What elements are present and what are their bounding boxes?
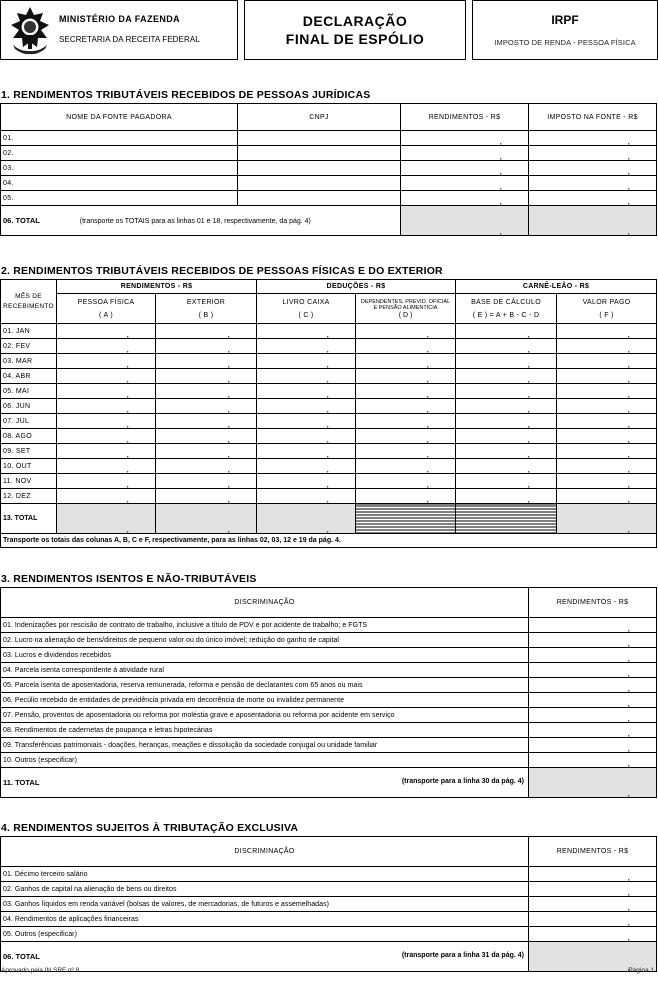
exempt-income-item: 02. Lucro na alienação de bens/direitos de pequeno valor ou do único imóvel; redução do ganho de capital bbox=[1, 633, 529, 648]
tax-field[interactable] bbox=[529, 146, 657, 161]
col-d-label-2: E PENSÃO ALIMENTÍCIA bbox=[373, 304, 438, 311]
col-d-field[interactable] bbox=[356, 444, 456, 459]
col-cnpj-header: CNPJ bbox=[238, 104, 401, 131]
cnpj-field[interactable] bbox=[238, 131, 401, 146]
col-d-field[interactable] bbox=[356, 384, 456, 399]
row-label[interactable]: 01. bbox=[1, 131, 238, 146]
col-e-field[interactable] bbox=[456, 339, 557, 354]
col-e-code: ( E ) = A + B - C - D bbox=[472, 311, 540, 319]
cnpj-field[interactable] bbox=[238, 176, 401, 191]
section3-table bbox=[0, 587, 657, 798]
col-e-total-hatched bbox=[456, 504, 557, 534]
col-e-field[interactable] bbox=[456, 384, 557, 399]
cnpj-field[interactable] bbox=[238, 161, 401, 176]
income-field[interactable] bbox=[529, 723, 657, 738]
income-field[interactable] bbox=[529, 648, 657, 663]
income-field[interactable] bbox=[401, 131, 529, 146]
col-d-field[interactable] bbox=[356, 339, 456, 354]
col-a-field[interactable] bbox=[57, 489, 156, 504]
section1-total-note: (transporte os TOTAIS para as linhas 01 e 18, respectivamente, da pág. 4) bbox=[79, 218, 311, 225]
col-c-field[interactable] bbox=[257, 339, 356, 354]
col-a-field[interactable] bbox=[57, 324, 156, 339]
income-field[interactable] bbox=[401, 161, 529, 176]
col-f-field[interactable] bbox=[557, 339, 657, 354]
section2-transport-note: Transporte os totais das colunas A, B, C e F, respectivamente, para as linhas 02, 03, 12 e 19 da pág. 4. bbox=[1, 534, 657, 548]
tax-field[interactable] bbox=[529, 176, 657, 191]
income-field[interactable] bbox=[529, 633, 657, 648]
exempt-income-item: 05. Parcela isenta de aposentadoria, reserva remunerada, reforma e pensão de declarantes com 65 anos ou mais bbox=[1, 678, 529, 693]
section1-table bbox=[0, 103, 657, 236]
income-group-header: RENDIMENTOS - R$ bbox=[57, 280, 257, 294]
month-label: 01. JAN bbox=[1, 324, 57, 339]
section3-total-cell bbox=[1, 768, 529, 798]
income-field[interactable] bbox=[529, 678, 657, 693]
col-c-field[interactable] bbox=[257, 474, 356, 489]
col-f-total-field[interactable] bbox=[557, 504, 657, 534]
col-e-label: BASE DE CÁLCULO bbox=[471, 298, 541, 306]
col-c-field[interactable] bbox=[257, 399, 356, 414]
month-label: 07. JUL bbox=[1, 414, 57, 429]
section1-title: 1. RENDIMENTOS TRIBUTÁVEIS RECEBIDOS DE PESSOAS JURÍDICAS bbox=[1, 89, 371, 101]
col-d-header bbox=[356, 294, 456, 324]
col-b-field[interactable] bbox=[156, 339, 257, 354]
irpf-box bbox=[472, 0, 658, 60]
col-income-header: RENDIMENTOS - R$ bbox=[529, 837, 657, 867]
exempt-income-item: 06. Pecúlio recebido de entidades de previdência privada em decorrência de morte ou invalidez permanente bbox=[1, 693, 529, 708]
col-b-field[interactable] bbox=[156, 414, 257, 429]
col-b-field[interactable] bbox=[156, 399, 257, 414]
col-e-field[interactable] bbox=[456, 459, 557, 474]
col-d-field[interactable] bbox=[356, 354, 456, 369]
col-a-field[interactable] bbox=[57, 414, 156, 429]
month-label: 10. OUT bbox=[1, 459, 57, 474]
col-e-field[interactable] bbox=[456, 489, 557, 504]
exclusive-income-item[interactable]: 05. Outros (especificar) bbox=[1, 927, 529, 942]
cnpj-field[interactable] bbox=[238, 191, 401, 206]
col-e-header bbox=[456, 294, 557, 324]
col-a-field[interactable] bbox=[57, 339, 156, 354]
col-e-field[interactable] bbox=[456, 444, 557, 459]
col-a-field[interactable] bbox=[57, 459, 156, 474]
month-label: 03. MAR bbox=[1, 354, 57, 369]
income-field[interactable] bbox=[529, 912, 657, 927]
col-f-field[interactable] bbox=[557, 429, 657, 444]
month-label: 06. JUN bbox=[1, 399, 57, 414]
col-d-field[interactable] bbox=[356, 429, 456, 444]
income-field[interactable] bbox=[529, 927, 657, 942]
col-c-header bbox=[257, 294, 356, 324]
exempt-income-item: 03. Lucros e dividendos recebidos bbox=[1, 648, 529, 663]
section4-table bbox=[0, 836, 657, 972]
col-c-field[interactable] bbox=[257, 444, 356, 459]
col-d-field[interactable] bbox=[356, 489, 456, 504]
month-label: 09. SET bbox=[1, 444, 57, 459]
col-f-code: ( F ) bbox=[599, 311, 614, 319]
col-e-field[interactable] bbox=[456, 429, 557, 444]
col-d-total-hatched bbox=[356, 504, 456, 534]
income-field[interactable] bbox=[529, 867, 657, 882]
col-c-code: ( C ) bbox=[298, 311, 314, 319]
col-d-field[interactable] bbox=[356, 369, 456, 384]
exclusive-income-item: 02. Ganhos de capital na alienação de bens ou direitos bbox=[1, 882, 529, 897]
income-field[interactable] bbox=[401, 176, 529, 191]
income-field[interactable] bbox=[529, 708, 657, 723]
section3-total-note: (transporte para a linha 30 da pág. 4) bbox=[401, 778, 524, 785]
col-d-field[interactable] bbox=[356, 474, 456, 489]
col-b-field[interactable] bbox=[156, 429, 257, 444]
col-f-field[interactable] bbox=[557, 444, 657, 459]
col-a-header bbox=[57, 294, 156, 324]
col-b-field[interactable] bbox=[156, 474, 257, 489]
col-c-field[interactable] bbox=[257, 369, 356, 384]
col-e-field[interactable] bbox=[456, 369, 557, 384]
exempt-income-item: 04. Parcela isenta correspondente à atividade rural bbox=[1, 663, 529, 678]
col-a-label: PESSOA FÍSICA bbox=[77, 298, 135, 306]
tax-field[interactable] bbox=[529, 131, 657, 146]
col-c-field[interactable] bbox=[257, 459, 356, 474]
col-month-header: MÊS DE RECEBIMENTO bbox=[1, 280, 57, 324]
row-label[interactable]: 03. bbox=[1, 161, 238, 176]
form-title-line1: DECLARAÇÃO bbox=[302, 13, 408, 29]
section2-title: 2. RENDIMENTOS TRIBUTÁVEIS RECEBIDOS DE PESSOAS FÍSICAS E DO EXTERIOR bbox=[1, 265, 443, 277]
income-field[interactable] bbox=[529, 753, 657, 768]
col-b-field[interactable] bbox=[156, 459, 257, 474]
col-e-field[interactable] bbox=[456, 399, 557, 414]
col-a-field[interactable] bbox=[57, 399, 156, 414]
col-a-field[interactable] bbox=[57, 474, 156, 489]
section4-total-cell bbox=[1, 942, 529, 972]
col-source-header: NOME DA FONTE PAGADORA bbox=[1, 104, 238, 131]
exclusive-income-item: 03. Ganhos líquidos em renda variável (bolsas de valores, de mercadorias, de futuros e assemelhadas) bbox=[1, 897, 529, 912]
col-e-field[interactable] bbox=[456, 324, 557, 339]
col-c-field[interactable] bbox=[257, 429, 356, 444]
section3-title: 3. RENDIMENTOS ISENTOS E NÃO-TRIBUTÁVEIS bbox=[1, 573, 257, 585]
col-c-field[interactable] bbox=[257, 384, 356, 399]
income-total-field[interactable] bbox=[401, 206, 529, 236]
form-code: IRPF bbox=[551, 13, 579, 27]
title-box bbox=[244, 0, 466, 60]
exempt-income-item[interactable]: 10. Outros (especificar) bbox=[1, 753, 529, 768]
col-b-field[interactable] bbox=[156, 444, 257, 459]
col-a-field[interactable] bbox=[57, 444, 156, 459]
deductions-group-header: DEDUÇÕES - R$ bbox=[257, 280, 456, 294]
col-b-field[interactable] bbox=[156, 354, 257, 369]
coat-of-arms-icon bbox=[7, 5, 53, 55]
col-c-field[interactable] bbox=[257, 414, 356, 429]
col-c-field[interactable] bbox=[257, 324, 356, 339]
col-f-field[interactable] bbox=[557, 459, 657, 474]
col-f-field[interactable] bbox=[557, 369, 657, 384]
tax-total-field[interactable] bbox=[529, 206, 657, 236]
col-d-label-1: DEPENDENTES, PREVID. OFICIAL bbox=[360, 298, 451, 305]
col-f-field[interactable] bbox=[557, 489, 657, 504]
col-a-field[interactable] bbox=[57, 429, 156, 444]
ministry-name: MINISTÉRIO DA FAZENDA bbox=[59, 14, 181, 24]
exempt-income-item: 08. Rendimentos de cadernetas de poupança e letras hipotecárias bbox=[1, 723, 529, 738]
month-label: 02. FEV bbox=[1, 339, 57, 354]
income-field[interactable] bbox=[529, 663, 657, 678]
col-f-field[interactable] bbox=[557, 324, 657, 339]
form-subtitle: IMPOSTO DE RENDA - PESSOA FÍSICA bbox=[494, 38, 636, 47]
secretariat-name: SECRETARIA DA RECEITA FEDERAL bbox=[59, 35, 200, 44]
col-a-field[interactable] bbox=[57, 384, 156, 399]
col-f-field[interactable] bbox=[557, 474, 657, 489]
tax-field[interactable] bbox=[529, 191, 657, 206]
income-field[interactable] bbox=[401, 146, 529, 161]
col-f-field[interactable] bbox=[557, 354, 657, 369]
col-b-header bbox=[156, 294, 257, 324]
col-income-header: RENDIMENTOS - R$ bbox=[529, 588, 657, 618]
month-label: 12. DEZ bbox=[1, 489, 57, 504]
col-f-field[interactable] bbox=[557, 399, 657, 414]
col-d-field[interactable] bbox=[356, 459, 456, 474]
col-b-code: ( B ) bbox=[198, 311, 214, 319]
col-d-field[interactable] bbox=[356, 324, 456, 339]
col-b-total-field[interactable] bbox=[156, 504, 257, 534]
section4-title: 4. RENDIMENTOS SUJEITOS À TRIBUTAÇÃO EXCLUSIVA bbox=[1, 822, 299, 834]
col-e-field[interactable] bbox=[456, 354, 557, 369]
income-total-field[interactable] bbox=[529, 768, 657, 798]
col-f-field[interactable] bbox=[557, 414, 657, 429]
approval-note: Aprovado pela IN SRF nº 8 bbox=[1, 967, 80, 974]
income-field[interactable] bbox=[529, 738, 657, 753]
col-c-label: LIVRO CAIXA bbox=[282, 298, 330, 306]
cnpj-field[interactable] bbox=[238, 146, 401, 161]
section2-table bbox=[0, 279, 657, 548]
row-label[interactable]: 05. bbox=[1, 191, 238, 206]
page-number: Página 1 bbox=[628, 967, 654, 974]
carne-leao-group-header: CARNÊ-LEÃO - R$ bbox=[456, 280, 657, 294]
month-label: 05. MAI bbox=[1, 384, 57, 399]
col-f-field[interactable] bbox=[557, 384, 657, 399]
section3-total-label: 11. TOTAL bbox=[3, 778, 40, 787]
col-description-header: DISCRIMINAÇÃO bbox=[1, 588, 529, 618]
income-field[interactable] bbox=[401, 191, 529, 206]
exempt-income-item: 07. Pensão, proventos de aposentadoria ou reforma por moléstia grave e aposentadoria ou reforma por acidente em serviço bbox=[1, 708, 529, 723]
col-c-field[interactable] bbox=[257, 354, 356, 369]
col-description-header: DISCRIMINAÇÃO bbox=[1, 837, 529, 867]
col-tax-header: IMPOSTO NA FONTE - R$ bbox=[529, 104, 657, 131]
row-label[interactable]: 02. bbox=[1, 146, 238, 161]
section4-total-note: (transporte para a linha 31 da pág. 4) bbox=[401, 952, 524, 959]
section1-total-cell bbox=[1, 206, 401, 236]
col-c-field[interactable] bbox=[257, 489, 356, 504]
month-label: 11. NOV bbox=[1, 474, 57, 489]
col-a-total-field[interactable] bbox=[57, 504, 156, 534]
exempt-income-item: 09. Transferências patrimoniais - doações, heranças, meações e dissolução da sociedade conjugal ou unidade familiar bbox=[1, 738, 529, 753]
ministry-box bbox=[0, 0, 238, 60]
income-field[interactable] bbox=[529, 693, 657, 708]
col-a-field[interactable] bbox=[57, 369, 156, 384]
col-b-field[interactable] bbox=[156, 324, 257, 339]
col-d-field[interactable] bbox=[356, 414, 456, 429]
col-a-field[interactable] bbox=[57, 354, 156, 369]
month-label: 04. ABR bbox=[1, 369, 57, 384]
col-b-field[interactable] bbox=[156, 384, 257, 399]
exempt-income-item: 01. Indenizações por rescisão de contrato de trabalho, inclusive a título de PDV e por acidente de trabalho; e FGTS bbox=[1, 618, 529, 633]
col-d-code: ( D ) bbox=[398, 311, 413, 319]
exclusive-income-item: 04. Rendimentos de aplicações financeiras bbox=[1, 912, 529, 927]
income-field[interactable] bbox=[529, 897, 657, 912]
col-f-header bbox=[557, 294, 657, 324]
section2-total-label: 13. TOTAL bbox=[1, 504, 57, 534]
section1-total-label: 06. TOTAL bbox=[3, 216, 40, 225]
section4-total-label: 06. TOTAL bbox=[3, 952, 40, 961]
col-e-field[interactable] bbox=[456, 414, 557, 429]
col-income-header: RENDIMENTOS - R$ bbox=[401, 104, 529, 131]
row-label[interactable]: 04. bbox=[1, 176, 238, 191]
col-b-field[interactable] bbox=[156, 369, 257, 384]
exclusive-income-item: 01. Décimo terceiro salário bbox=[1, 867, 529, 882]
tax-field[interactable] bbox=[529, 161, 657, 176]
col-e-field[interactable] bbox=[456, 474, 557, 489]
col-b-field[interactable] bbox=[156, 489, 257, 504]
income-field[interactable] bbox=[529, 618, 657, 633]
col-a-code: ( A ) bbox=[99, 311, 113, 319]
month-label: 08. AGO bbox=[1, 429, 57, 444]
col-b-label: EXTERIOR bbox=[186, 298, 226, 306]
col-d-field[interactable] bbox=[356, 399, 456, 414]
col-f-label: VALOR PAGO bbox=[582, 298, 631, 306]
col-c-total-field[interactable] bbox=[257, 504, 356, 534]
form-title-line2: FINAL DE ESPÓLIO bbox=[285, 31, 425, 47]
income-field[interactable] bbox=[529, 882, 657, 897]
